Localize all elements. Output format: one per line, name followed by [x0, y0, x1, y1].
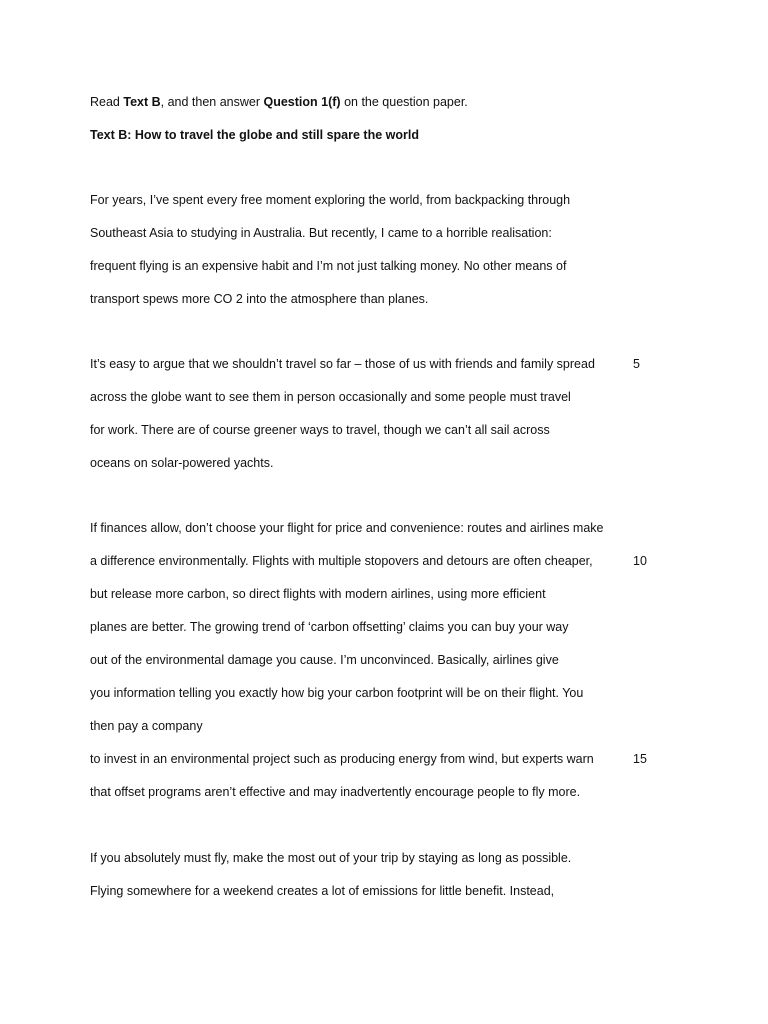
text-line: If you absolutely must fly, make the most out of your trip by staying as long as possible. — [90, 851, 572, 865]
text-line: oceans on solar-powered yachts. — [90, 456, 274, 470]
instruction-line — [90, 94, 468, 110]
text-line: a difference environmentally. Flights with multiple stopovers and detours are often cheaper, — [90, 554, 593, 568]
text-line: It’s easy to argue that we shouldn’t travel so far – those of us with friends and family spread — [90, 357, 595, 371]
text-line: transport spews more CO 2 into the atmosphere than planes. — [90, 292, 429, 306]
text-line: that offset programs aren’t effective and may inadvertently encourage people to fly more. — [90, 785, 581, 799]
text-line: to invest in an environmental project such as producing energy from wind, but experts warn — [90, 752, 594, 766]
line-number: 15 — [633, 752, 647, 766]
text-line: Flying somewhere for a weekend creates a lot of emissions for little benefit. Instead, — [90, 884, 555, 898]
text-line: frequent flying is an expensive habit and I’m not just talking money. No other means of — [90, 259, 567, 273]
line-number: 5 — [633, 357, 640, 371]
text-line: you information telling you exactly how big your carbon footprint will be on their flight. You — [90, 686, 584, 700]
instruction-mid: , and then answer — [160, 95, 264, 109]
text-line: For years, I’ve spent every free moment exploring the world, from backpacking through — [90, 193, 571, 207]
text-line: then pay a company — [90, 719, 203, 733]
text-line: for work. There are of course greener ways to travel, though we can’t all sail across — [90, 423, 550, 437]
text-line: Southeast Asia to studying in Australia. But recently, I came to a horrible realisation: — [90, 226, 552, 240]
instruction-pre: Read — [90, 95, 124, 109]
instruction-question-ref: Question 1(f) — [263, 95, 341, 109]
instruction-post: on the question paper. — [340, 95, 468, 109]
text-heading: Text B: How to travel the globe and still spare the world — [90, 128, 419, 142]
text-line: but release more carbon, so direct flights with modern airlines, using more efficient — [90, 587, 546, 601]
text-line: If finances allow, don’t choose your flight for price and convenience: routes and airlines make — [90, 521, 604, 535]
line-number: 10 — [633, 554, 647, 568]
instruction-text-ref: Text B — [123, 95, 161, 109]
text-line: across the globe want to see them in person occasionally and some people must travel — [90, 390, 571, 404]
text-line: planes are better. The growing trend of ‘carbon offsetting’ claims you can buy your way — [90, 620, 569, 634]
text-line: out of the environmental damage you cause. I’m unconvinced. Basically, airlines give — [90, 653, 559, 667]
